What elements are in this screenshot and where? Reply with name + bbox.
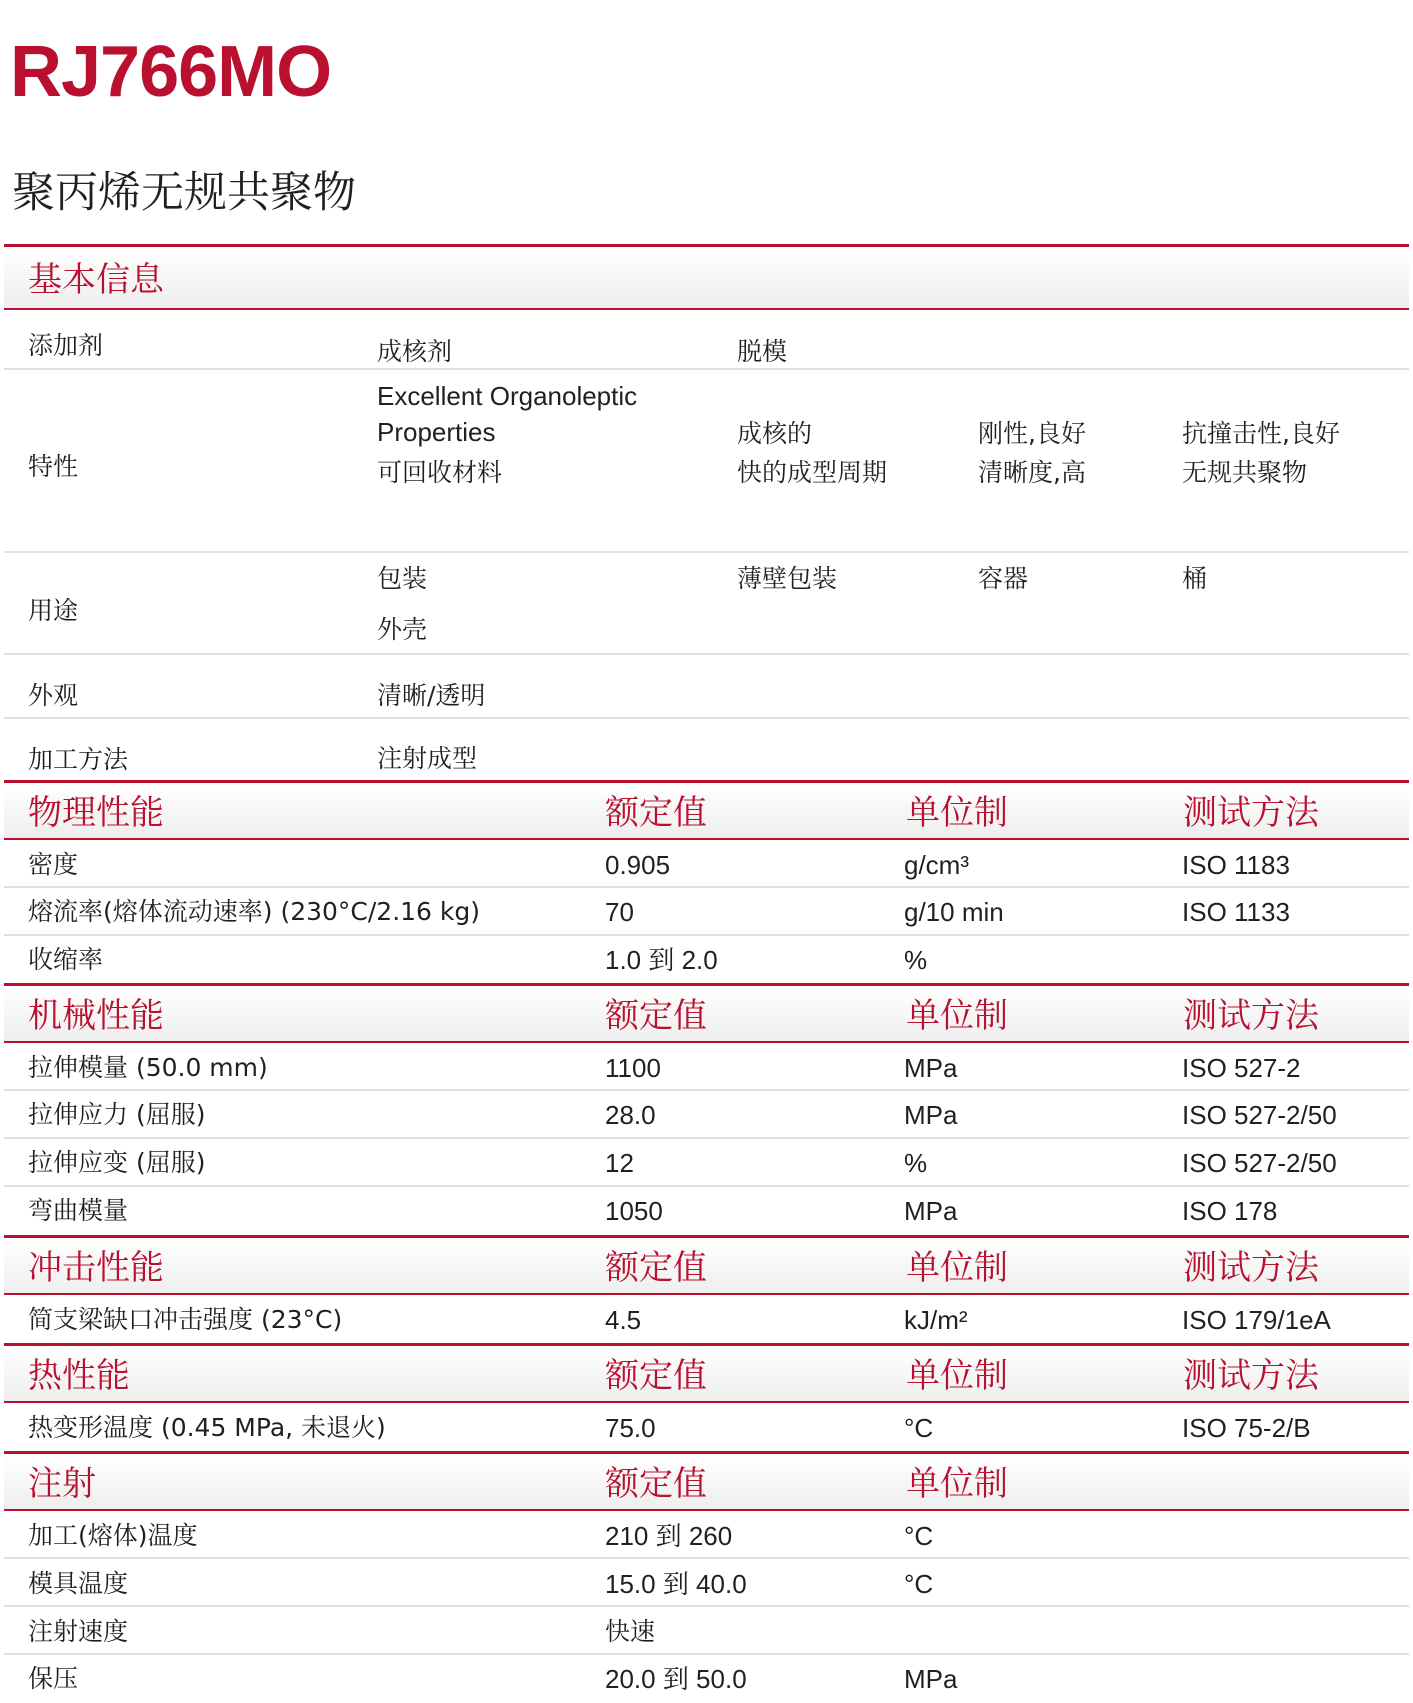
feature-value: 成核的	[737, 419, 813, 448]
row-label-uses: 用途	[28, 596, 79, 625]
property-name: 拉伸模量 (50.0 mm)	[28, 1053, 268, 1082]
additive-value-1: 成核剂	[377, 337, 453, 366]
column-header-value: 额定值	[605, 793, 707, 833]
property-value: 快速	[605, 1617, 656, 1646]
row-label-additive: 添加剂	[28, 331, 104, 360]
column-header-method: 测试方法	[1183, 1356, 1319, 1396]
property-value: 28.0	[605, 1100, 656, 1130]
use-value: 包装	[377, 564, 428, 593]
property-unit: °C	[904, 1521, 934, 1551]
section-title: 热性能	[28, 1356, 130, 1396]
property-name: 加工(熔体)温度	[28, 1521, 198, 1550]
property-method: ISO 178	[1182, 1196, 1278, 1226]
feature-value: 刚性,良好	[978, 419, 1086, 448]
column-header-unit: 单位制	[906, 1356, 1008, 1396]
column-header-method: 测试方法	[1183, 1248, 1319, 1288]
feature-value: Excellent Organoleptic	[377, 381, 638, 411]
property-method: ISO 527-2/50	[1182, 1148, 1337, 1178]
property-name: 保压	[28, 1664, 79, 1693]
use-value: 容器	[978, 564, 1029, 593]
section-header-impact	[4, 1235, 1409, 1295]
row-label-processing: 加工方法	[28, 745, 129, 774]
feature-value: 可回收材料	[377, 458, 503, 487]
section-title: 物理性能	[28, 793, 164, 833]
property-method: ISO 179/1eA	[1182, 1305, 1331, 1335]
section-header-mechanical	[4, 983, 1409, 1043]
property-name: 拉伸应力 (屈服)	[28, 1100, 206, 1129]
row-label-appearance: 外观	[28, 681, 79, 710]
section-title: 基本信息	[28, 260, 164, 300]
section-header-thermal	[4, 1343, 1409, 1403]
property-value: 20.0 到 50.0	[605, 1664, 747, 1694]
feature-value: 清晰度,高	[978, 458, 1086, 487]
property-unit: MPa	[904, 1664, 958, 1694]
property-method: ISO 527-2/50	[1182, 1100, 1337, 1130]
feature-value: 快的成型周期	[737, 458, 888, 487]
property-unit: g/10 min	[904, 897, 1004, 927]
additive-value-2: 脱模	[737, 337, 788, 366]
property-method: ISO 1133	[1182, 897, 1290, 927]
property-unit: MPa	[904, 1053, 958, 1083]
property-method: ISO 1183	[1182, 850, 1290, 880]
divider	[4, 934, 1409, 936]
property-unit: kJ/m²	[904, 1305, 968, 1335]
column-header-method: 测试方法	[1183, 996, 1319, 1036]
property-unit: %	[904, 945, 928, 975]
property-name: 拉伸应变 (屈服)	[28, 1148, 206, 1177]
property-value: 1050	[605, 1196, 663, 1226]
property-unit: MPa	[904, 1100, 958, 1130]
property-value: 12	[605, 1148, 634, 1178]
divider	[4, 1653, 1409, 1655]
property-value: 1100	[605, 1053, 661, 1083]
column-header-method: 测试方法	[1183, 793, 1319, 833]
property-value: 70	[605, 897, 634, 927]
property-value: 15.0 到 40.0	[605, 1569, 747, 1599]
property-name: 注射速度	[28, 1617, 129, 1646]
processing-value: 注射成型	[377, 744, 478, 773]
property-unit: g/cm³	[904, 850, 969, 880]
divider	[4, 717, 1409, 719]
column-header-value: 额定值	[605, 1248, 707, 1288]
divider	[4, 1089, 1409, 1091]
column-header-value: 额定值	[605, 1356, 707, 1396]
section-title: 注射	[28, 1464, 96, 1504]
property-unit: °C	[904, 1413, 934, 1443]
column-header-unit: 单位制	[906, 1464, 1008, 1504]
column-header-value: 额定值	[605, 1464, 707, 1504]
property-name: 弯曲模量	[28, 1196, 129, 1225]
column-header-value: 额定值	[605, 996, 707, 1036]
use-value: 桶	[1182, 564, 1208, 593]
section-header-injection	[4, 1451, 1409, 1511]
divider	[4, 368, 1409, 370]
property-name: 熔流率(熔体流动速率) (230°C/2.16 kg)	[28, 897, 481, 926]
column-header-unit: 单位制	[906, 996, 1008, 1036]
divider	[4, 551, 1409, 553]
property-value: 0.905	[605, 850, 671, 880]
property-value: 1.0 到 2.0	[605, 945, 718, 975]
use-value: 薄壁包装	[737, 564, 838, 593]
divider	[4, 1137, 1409, 1139]
property-name: 模具温度	[28, 1569, 129, 1598]
use-value: 外壳	[377, 615, 428, 644]
feature-value: 抗撞击性,良好	[1182, 419, 1340, 448]
product-subtitle: 聚丙烯无规共聚物	[12, 168, 356, 218]
property-value: 210 到 260	[605, 1521, 733, 1551]
property-method: ISO 75-2/B	[1182, 1413, 1311, 1443]
product-title: RJ766MO	[10, 32, 332, 112]
property-value: 75.0	[605, 1413, 656, 1443]
property-method: ISO 527-2	[1182, 1053, 1301, 1083]
divider	[4, 886, 1409, 888]
property-unit: °C	[904, 1569, 934, 1599]
property-unit: MPa	[904, 1196, 958, 1226]
property-name: 收缩率	[28, 945, 104, 974]
property-name: 热变形温度 (0.45 MPa, 未退火)	[28, 1413, 386, 1442]
property-name: 简支梁缺口冲击强度 (23°C)	[28, 1305, 343, 1334]
divider	[4, 653, 1409, 655]
property-value: 4.5	[605, 1305, 642, 1335]
row-label-features: 特性	[28, 452, 79, 481]
divider	[4, 1557, 1409, 1559]
section-title: 机械性能	[28, 996, 164, 1036]
property-unit: %	[904, 1148, 928, 1178]
feature-value: 无规共聚物	[1182, 458, 1308, 487]
section-title: 冲击性能	[28, 1248, 164, 1288]
column-header-unit: 单位制	[906, 1248, 1008, 1288]
feature-value: Properties	[377, 417, 496, 447]
property-name: 密度	[28, 850, 79, 879]
section-header-physical	[4, 780, 1409, 840]
column-header-unit: 单位制	[906, 793, 1008, 833]
section-header-basic	[4, 244, 1409, 310]
divider	[4, 1605, 1409, 1607]
appearance-value: 清晰/透明	[377, 681, 486, 710]
divider	[4, 1185, 1409, 1187]
